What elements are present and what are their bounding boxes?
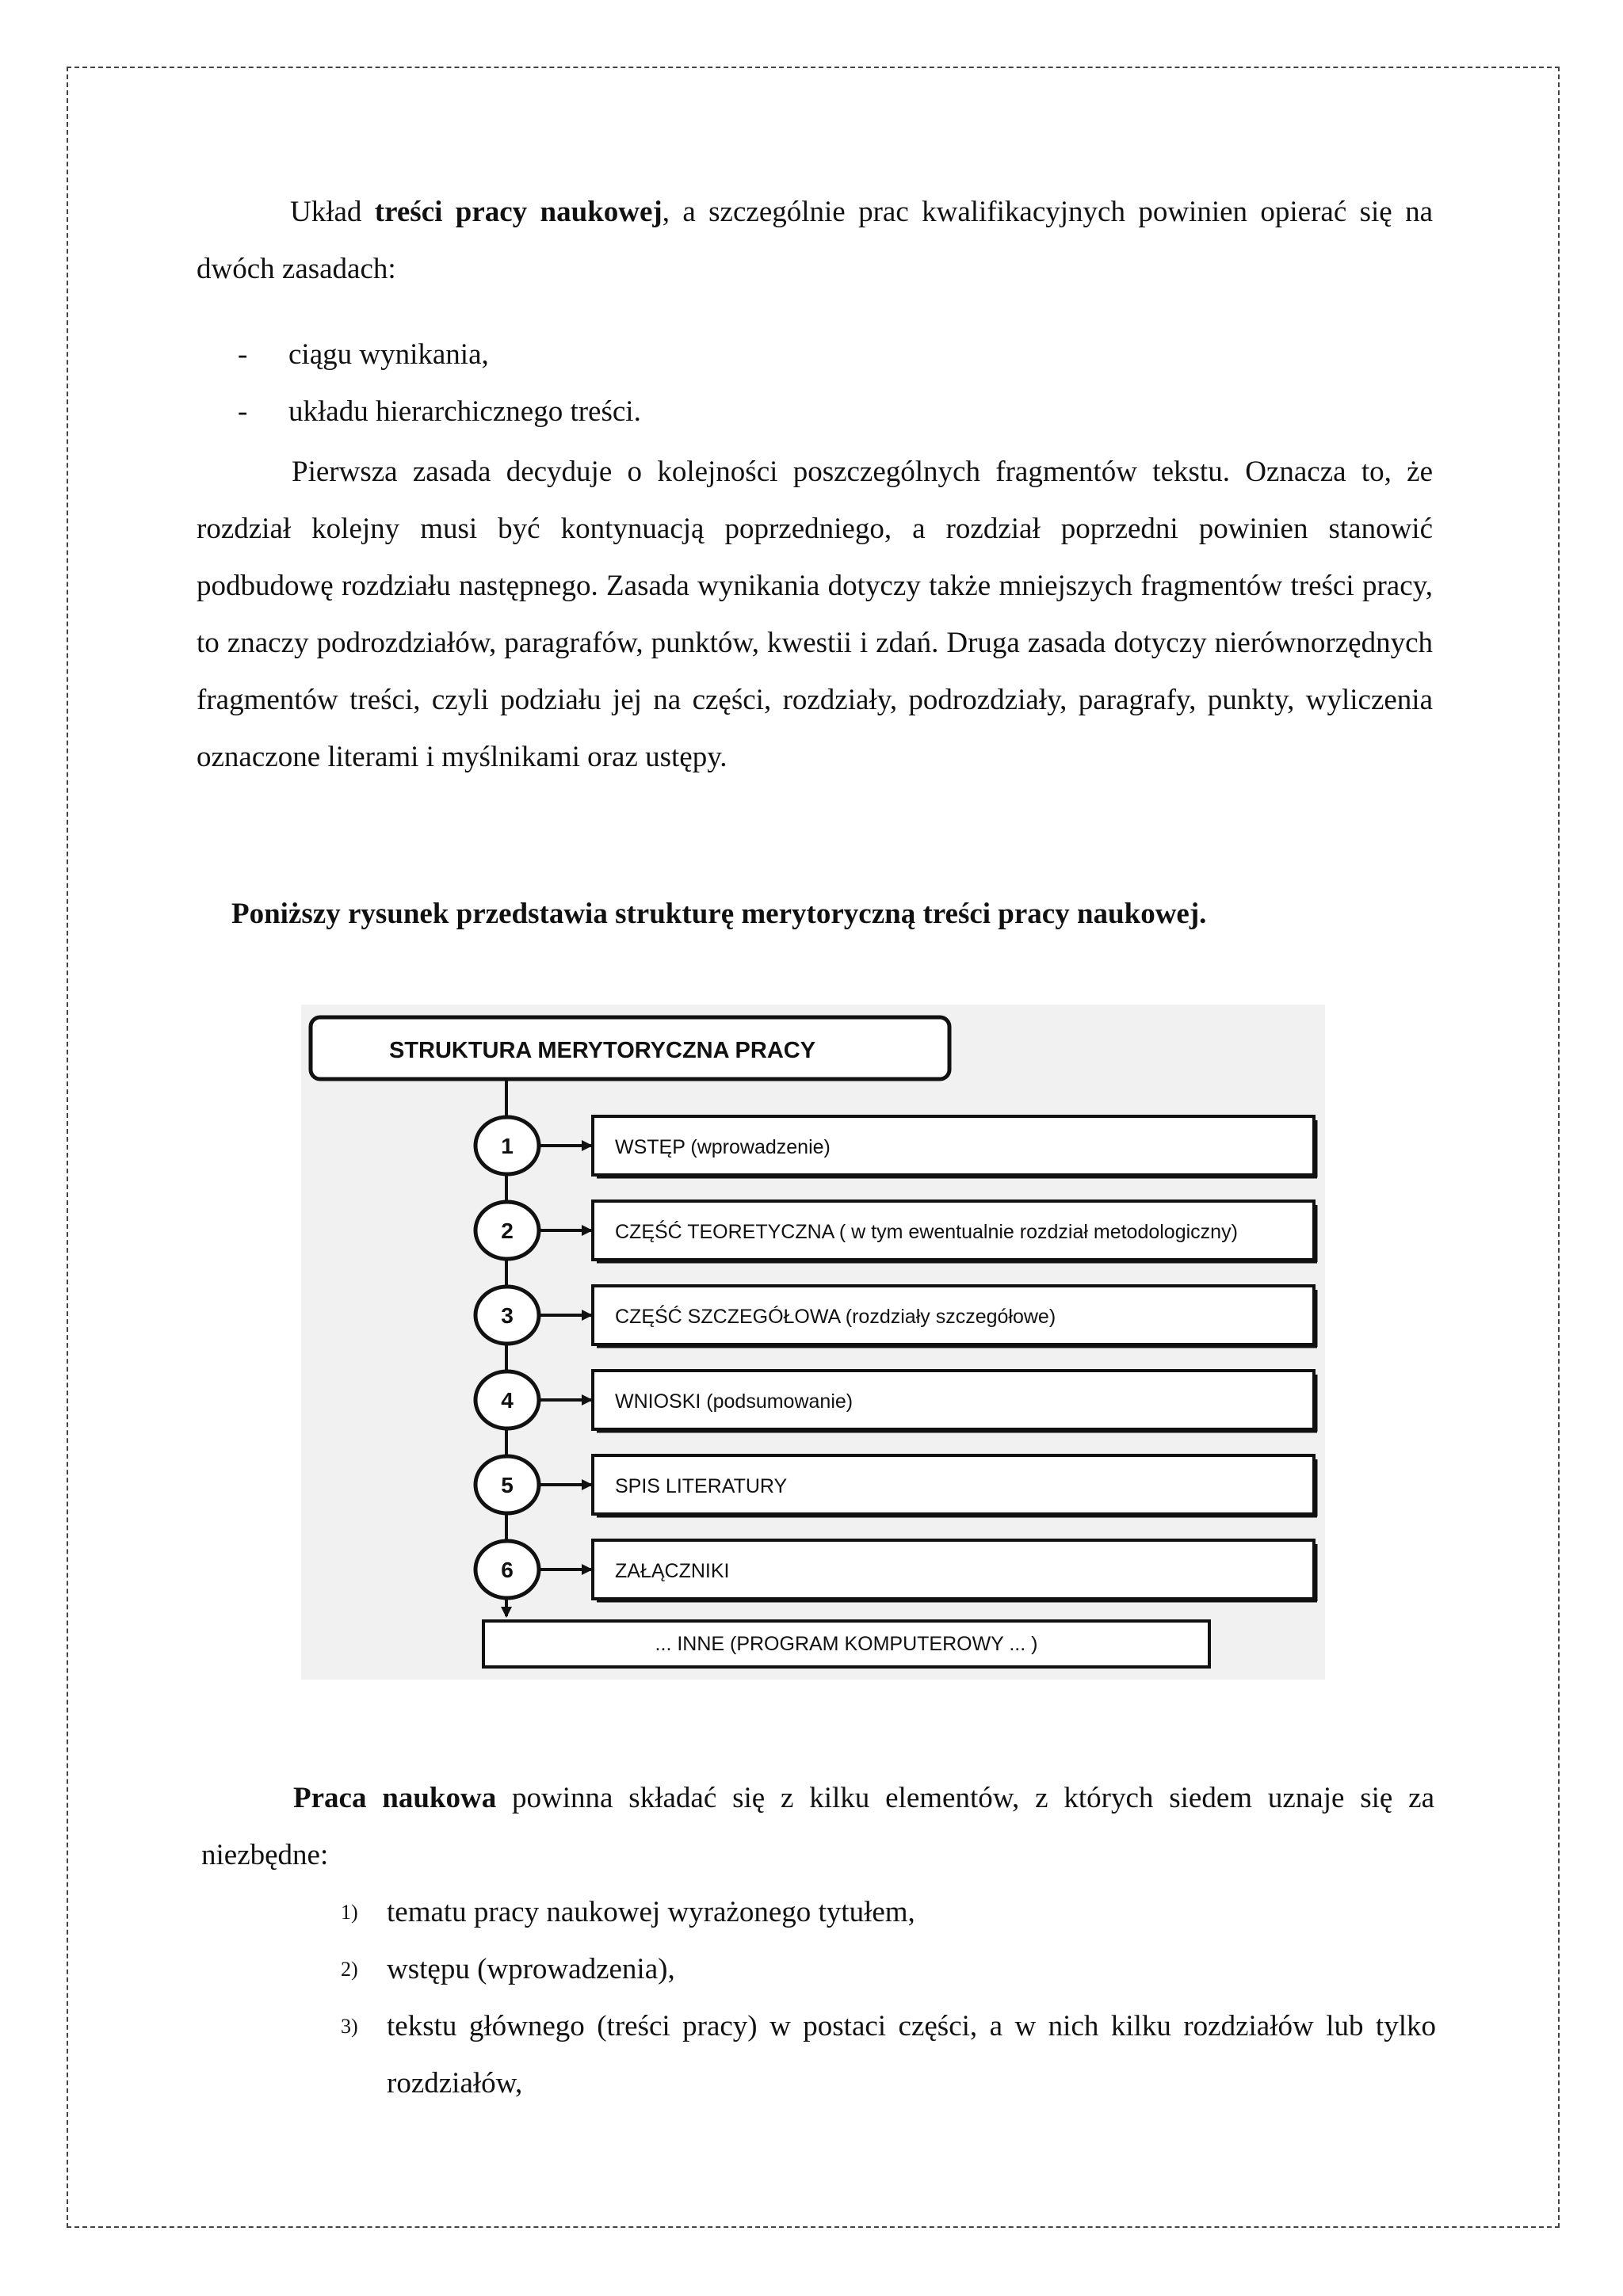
elements-paragraph <box>201 1770 1434 1884</box>
step-label: WSTĘP (wprowadzenie) <box>615 1136 831 1158</box>
elements-intro-rest: powinna składać się z kilku elementów, z których siedem uznaje się za niezbędne: <box>201 1782 1434 1871</box>
diagram-step <box>475 1116 1317 1177</box>
principle-text: ciągu wynikania, <box>288 338 489 371</box>
diagram-step <box>475 1201 1317 1262</box>
intro-suffix: , a szczególnie prac kwalifikacyjnych powinien opierać się na dwóch zasadach: <box>197 196 1434 285</box>
diagram-step <box>475 1286 1317 1347</box>
element-text: tekstu głównego (treści pracy) w postaci części, a w nich kilku rozdziałów lub tylko rozdziałów, <box>387 2010 1436 2100</box>
intro-prefix: Układ <box>290 196 375 228</box>
step-number: 5 <box>501 1473 514 1497</box>
element-number: 1) <box>341 1901 358 1924</box>
structure-diagram <box>301 1005 1325 1680</box>
element-number: 3) <box>341 2015 358 2038</box>
diagram-step <box>475 1455 1317 1516</box>
dash-marker: - <box>238 338 248 371</box>
element-text: wstępu (wprowadzenia), <box>387 1953 675 1985</box>
dash-marker: - <box>238 395 248 428</box>
step-label: ZAŁĄCZNIKI <box>615 1560 730 1582</box>
elements-intro-bold: Praca naukowa <box>293 1782 497 1814</box>
principle-text: układu hierarchicznego treści. <box>288 395 641 428</box>
step-label: WNIOSKI (podsumowanie) <box>615 1390 854 1413</box>
intro-paragraph <box>197 184 1433 298</box>
step-label: CZĘŚĆ SZCZEGÓŁOWA (rozdziały szczegółowe) <box>615 1306 1056 1328</box>
step-number: 3 <box>501 1303 514 1328</box>
step-number: 6 <box>501 1558 514 1582</box>
explanation-paragraph <box>197 444 1433 786</box>
diagram-step <box>475 1540 1317 1601</box>
step-label: CZĘŚĆ TEORETYCZNA ( w tym ewentualnie rozdział metodologiczny) <box>615 1221 1238 1243</box>
intro-bold: treści pracy naukowej <box>374 196 663 228</box>
diagram-step <box>475 1371 1317 1432</box>
step-number: 1 <box>501 1134 514 1158</box>
diagram-title: STRUKTURA MERYTORYCZNA PRACY <box>388 1038 816 1063</box>
step-number: 2 <box>501 1219 514 1243</box>
element-text: tematu pracy naukowej wyrażonego tytułem, <box>387 1896 915 1928</box>
other-label: ... INNE (PROGRAM KOMPUTEROWY ... ) <box>655 1633 1038 1655</box>
element-number: 2) <box>341 1958 358 1981</box>
explanation-text: Pierwsza zasada decyduje o kolejności poszczególnych fragmentów tekstu. Oznacza to, że rozdział kolejny musi być kontynuacją poprzedniego, a rozdział poprzedni powinien stanowić podbudowę rozdziału następnego. Zasada wynikania dotyczy także mniejszych fragmentów treści pracy, to znaczy podrozdziałów, paragrafów, punktów, kwestii i zdań. Druga zasada dotyczy nierównorzędnych fragmentów treści, czyli podziału jej na części, rozdziały, podrozdziały, paragrafy, punkty, wyliczenia oznaczone literami i myślnikami oraz ustępy. <box>197 456 1433 773</box>
step-number: 4 <box>501 1388 514 1413</box>
figure-caption: Poniższy rysunek przedstawia strukturę merytoryczną treści pracy naukowej. <box>231 898 1207 930</box>
step-label: SPIS LITERATURY <box>615 1475 788 1497</box>
